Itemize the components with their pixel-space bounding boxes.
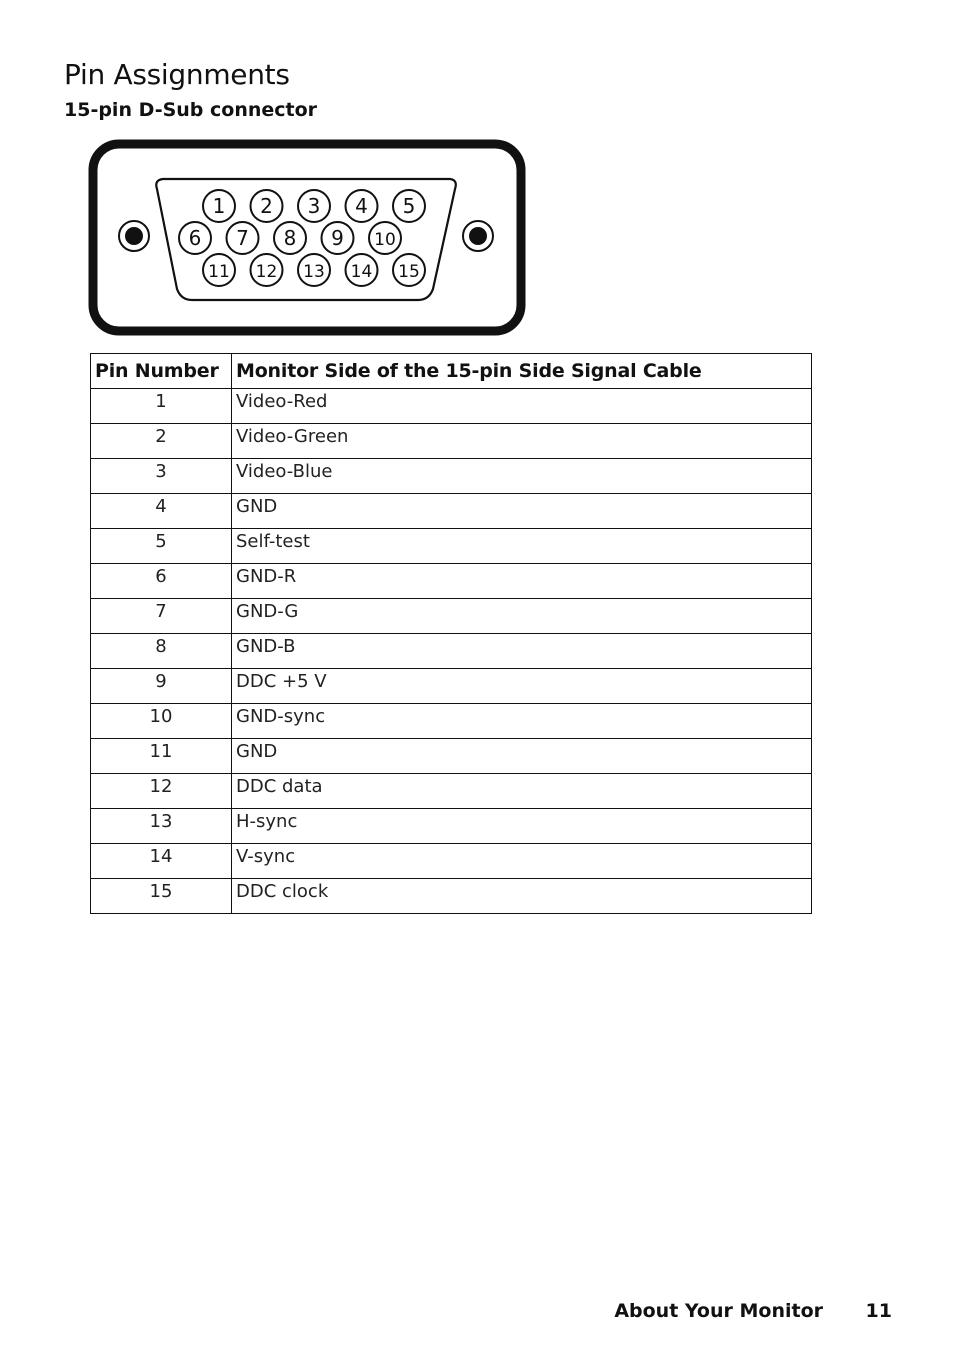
table-row [91, 879, 812, 914]
pin-label: 1 [212, 194, 226, 218]
signal-cell: GND-R [232, 564, 812, 599]
pin-14 [346, 254, 378, 286]
signal-cell: GND [232, 739, 812, 774]
pin-11 [203, 254, 235, 286]
pin-label: 4 [355, 194, 368, 218]
pin-number-cell: 9 [91, 669, 232, 704]
pin-label: 6 [188, 226, 202, 250]
pin-6 [179, 222, 211, 254]
pin-number-cell: 10 [91, 704, 232, 739]
pin-number-cell: 13 [91, 809, 232, 844]
signal-cell: Video-Green [232, 424, 812, 459]
pin-label: 8 [283, 226, 297, 250]
signal-cell: DDC clock [232, 879, 812, 914]
pin-13 [298, 254, 330, 286]
table-row [91, 844, 812, 879]
pin-table [90, 353, 812, 914]
table-row [91, 564, 812, 599]
table-row [91, 634, 812, 669]
table-row [91, 494, 812, 529]
pin-number-cell: 3 [91, 459, 232, 494]
pin-number-cell: 12 [91, 774, 232, 809]
mounting-hole-right [463, 221, 493, 251]
pin-number-cell: 11 [91, 739, 232, 774]
mounting-hole-left [119, 221, 149, 251]
signal-cell: GND [232, 494, 812, 529]
table-row [91, 389, 812, 424]
pin-label: 9 [331, 226, 344, 250]
pin-label: 15 [398, 262, 420, 282]
signal-cell: V-sync [232, 844, 812, 879]
pin-number-cell: 1 [91, 389, 232, 424]
pin-10 [369, 222, 401, 254]
pin-3 [298, 190, 330, 222]
pin-number-cell: 8 [91, 634, 232, 669]
d-sub-connector-diagram [88, 139, 526, 336]
pin-5 [393, 190, 425, 222]
pin-table-body [91, 389, 812, 914]
header-signal: Monitor Side of the 15-pin Side Signal Cable [232, 354, 812, 389]
page-number: 11 [865, 1300, 892, 1322]
pin-number-cell: 5 [91, 529, 232, 564]
header-pin-number: Pin Number [91, 354, 232, 389]
pin-number-cell: 2 [91, 424, 232, 459]
pin-label: 10 [374, 230, 396, 250]
pin-4 [346, 190, 378, 222]
pin-1 [203, 190, 235, 222]
pin-9 [322, 222, 354, 254]
pin-12 [251, 254, 283, 286]
table-row [91, 529, 812, 564]
table-row [91, 424, 812, 459]
table-row [91, 459, 812, 494]
signal-cell: Video-Red [232, 389, 812, 424]
pin-label: 7 [236, 226, 249, 250]
pin-2 [251, 190, 283, 222]
page-title: Pin Assignments [64, 58, 290, 91]
signal-cell: GND-G [232, 599, 812, 634]
pin-number-cell: 6 [91, 564, 232, 599]
pin-label: 14 [350, 262, 373, 282]
pin-label: 3 [307, 194, 321, 218]
table-row [91, 774, 812, 809]
signal-cell: H-sync [232, 809, 812, 844]
page-subtitle: 15-pin D-Sub connector [64, 99, 318, 121]
signal-cell: DDC +5 V [232, 669, 812, 704]
signal-cell: GND-sync [232, 704, 812, 739]
table-header-row [91, 354, 812, 389]
signal-cell: GND-B [232, 634, 812, 669]
pin-number-cell: 4 [91, 494, 232, 529]
pin-8 [274, 222, 306, 254]
table-row [91, 809, 812, 844]
pin-number-cell: 14 [91, 844, 232, 879]
pin-label: 11 [208, 262, 230, 282]
table-row [91, 739, 812, 774]
pin-label: 12 [255, 262, 278, 282]
footer-section-title: About Your Monitor [614, 1300, 823, 1322]
pin-label: 5 [402, 194, 416, 218]
pin-label: 2 [260, 194, 273, 218]
table-row [91, 599, 812, 634]
signal-cell: DDC data [232, 774, 812, 809]
table-row [91, 669, 812, 704]
pin-number-cell: 7 [91, 599, 232, 634]
pin-label: 13 [303, 262, 325, 282]
signal-cell: Video-Blue [232, 459, 812, 494]
pin-15 [393, 254, 425, 286]
signal-cell: Self-test [232, 529, 812, 564]
pin-number-cell: 15 [91, 879, 232, 914]
pin-7 [227, 222, 259, 254]
table-row [91, 704, 812, 739]
